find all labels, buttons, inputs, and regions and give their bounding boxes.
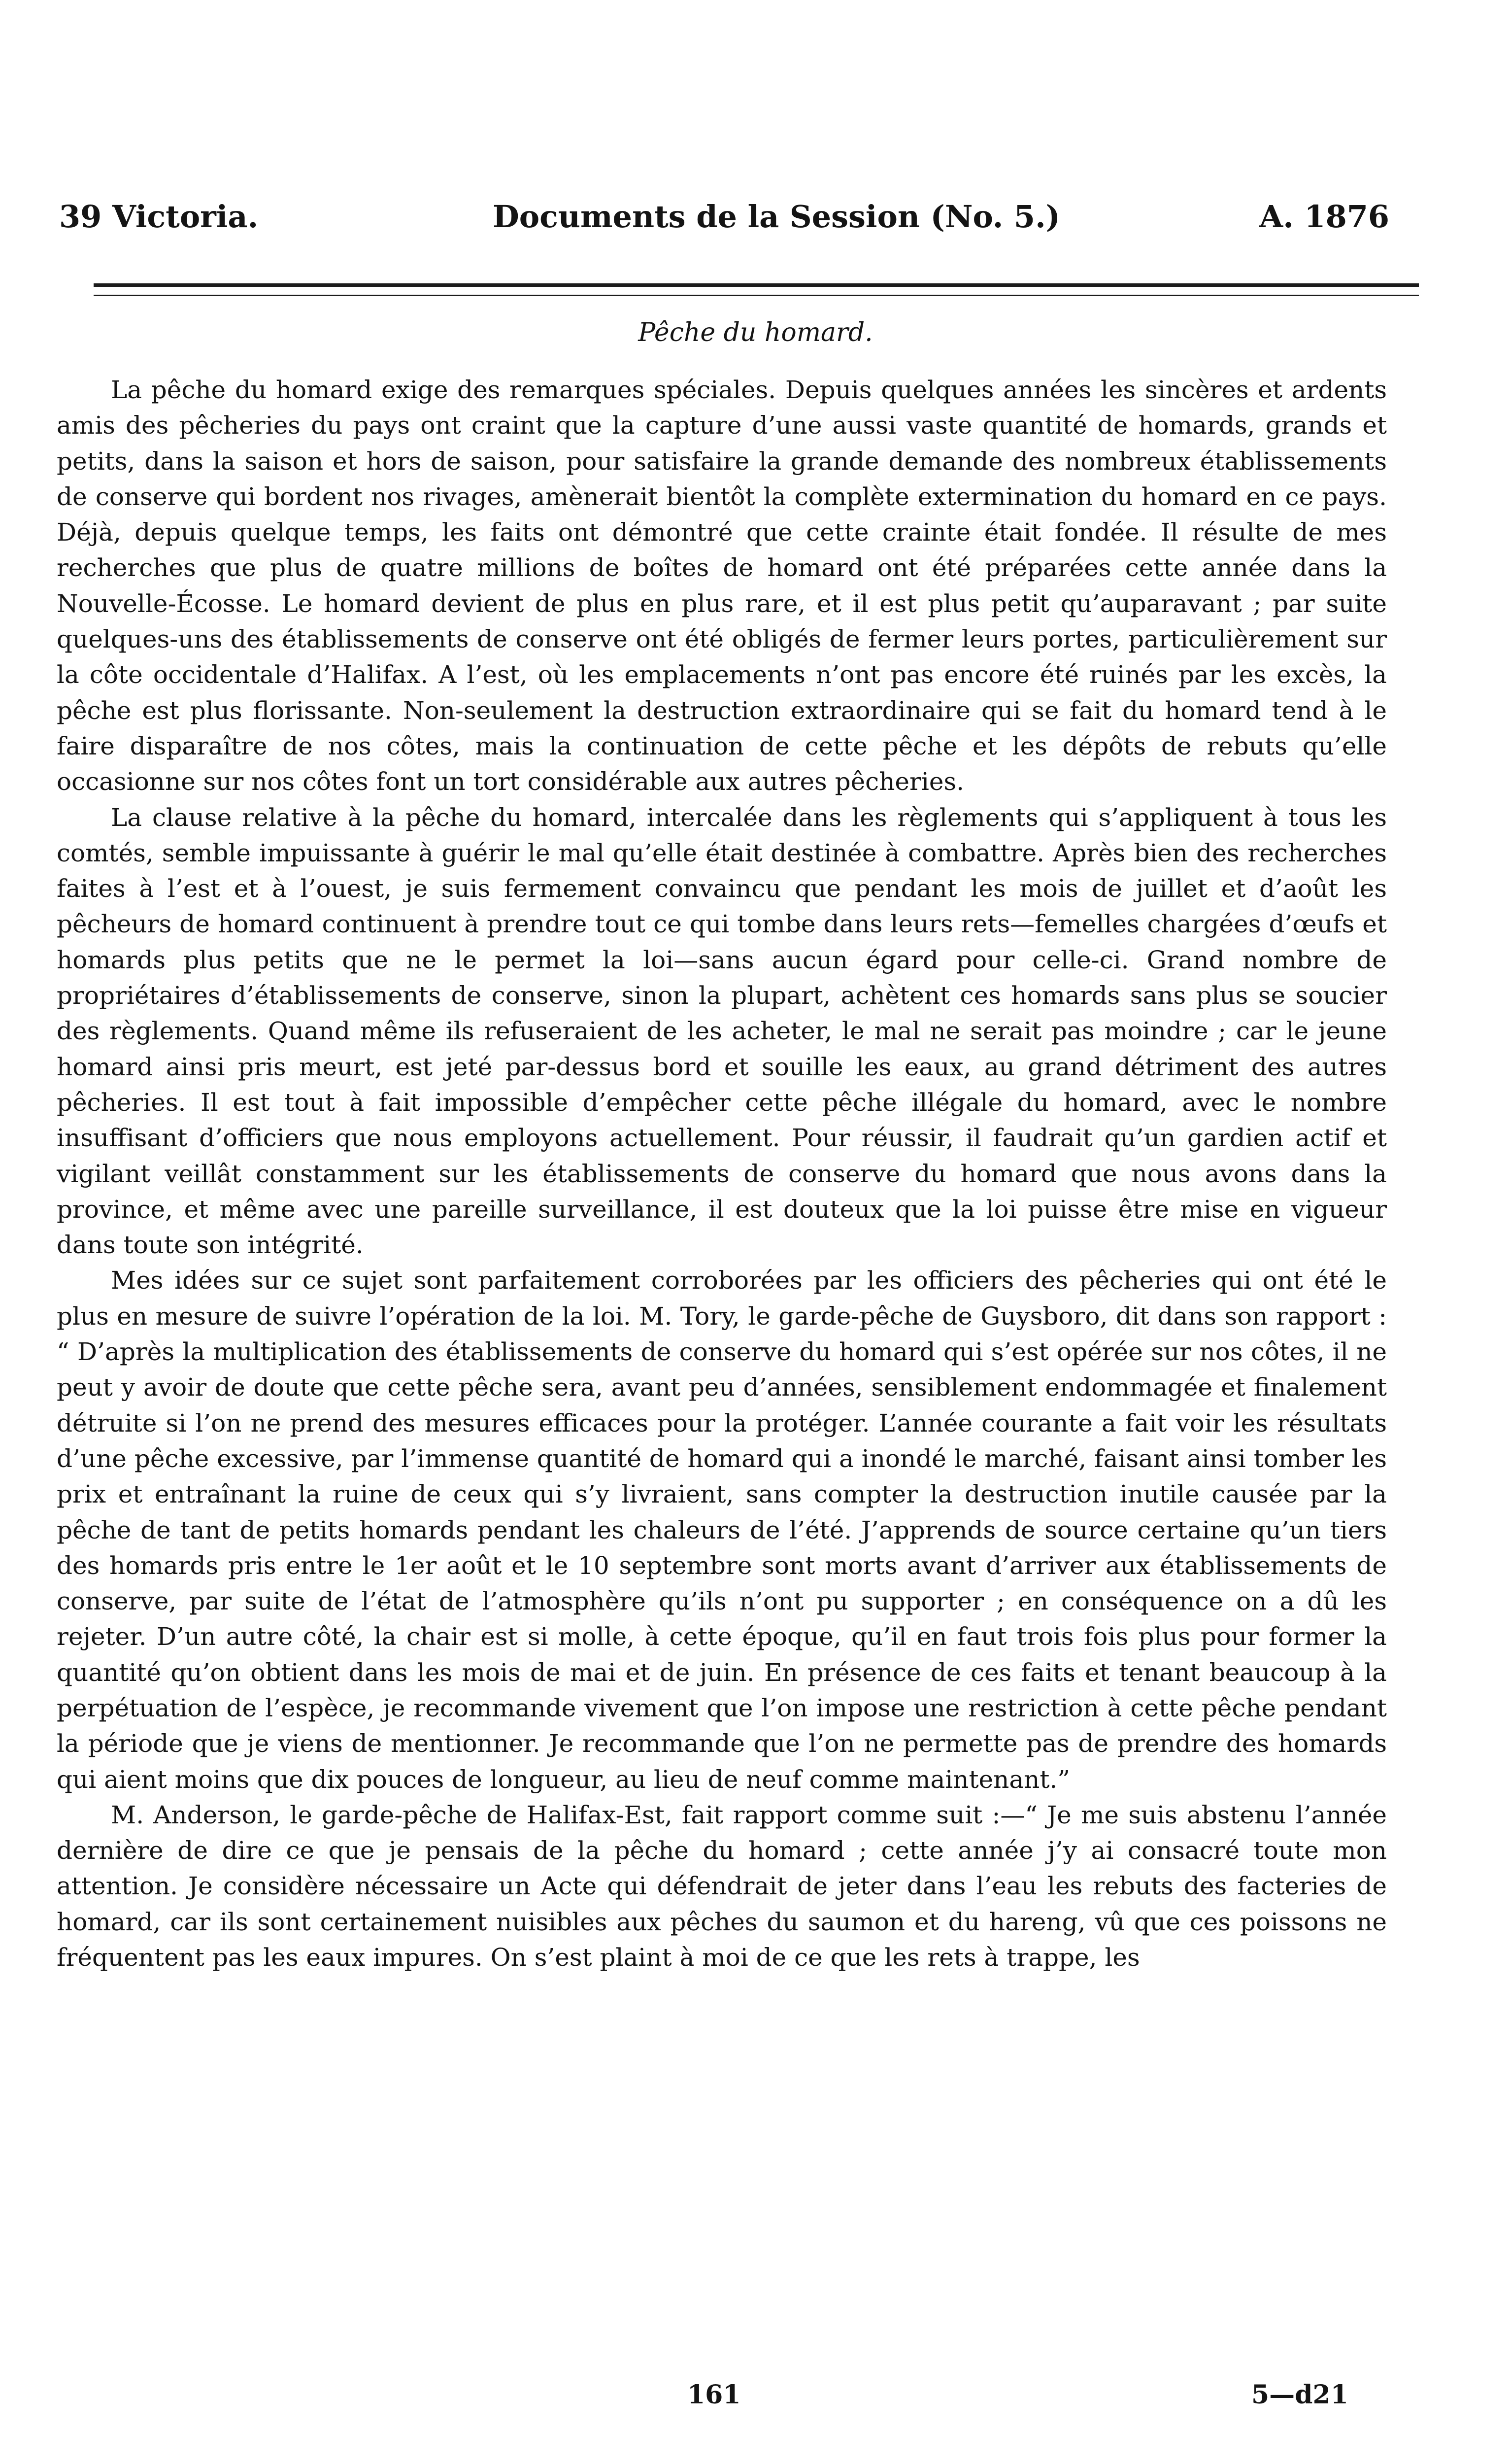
- header-title: Documents de la Session (No. 5.): [493, 199, 1060, 235]
- signature-mark: 5—d21: [1251, 2380, 1348, 2410]
- header-year: A. 1876: [1259, 199, 1389, 235]
- paragraph: Mes idées sur ce sujet sont parfaitement corroborées par les officiers des pêcheries qui ont été le plus en mesure de suivre l’opération de la loi. M. Tory, le garde-pêche de Guysboro, dit dans son rapport : “ D’après la multiplication des établissements de conserve du homard qui s’est opérée sur nos côtes, il ne peut y avoir de doute que cette pêche sera, avant peu d’années, sensiblement endommagée et finalement détruite si l’on ne prend des mesures efficaces pour la protéger. L’année courante a fait voir les résultats d’une pêche excessive, par l’immense quantité de homard qui a inondé le marché, faisant ainsi tomber les prix et entraînant la ruine de ceux qui s’y livraient, sans compter la destruction inutile causée par la pêche de tant de petits homards pendant les chaleurs de l’été. J’apprends de source certaine qu’un tiers des homards pris entre le 1er août et le 10 septembre sont morts avant d’arriver aux établissements de conserve, par suite de l’état de l’atmosphère qu’ils n’ont pu supporter ; en conséquence on a dû les rejeter. D’un autre côté, la chair est si molle, à cette époque, qu’il en faut trois fois plus pour former la quantité qu’on obtient dans les mois de mai et de juin. En présence de ces faits et tenant beaucoup à la perpétuation de l’espèce, je recommande vivement que l’on impose une restriction à cette pêche pendant la période que je viens de mentionner. Je recommande que l’on ne permette pas de prendre des homards qui aient moins que dix pouces de longueur, au lieu de neuf comme maintenant.”: [57, 1266, 1387, 1794]
- header-rule-thick: [94, 283, 1419, 287]
- section-title: Pêche du homard.: [638, 318, 873, 347]
- page-number: 161: [687, 2380, 741, 2410]
- running-header: [59, 195, 1389, 239]
- paragraph: La clause relative à la pêche du homard, intercalée dans les règlements qui s’appliquent à tous les comtés, semble impuissante à guérir le mal qu’elle était destinée à combattre. Après bien des recherches faites à l’est et à l’ouest, je suis fermement convaincu que pendant les mois de juillet et d’août les pêcheurs de homard continuent à prendre tout ce qui tombe dans leurs rets—femelles chargées d’œufs et homards plus petits que ne le permet la loi—sans aucun égard pour celle-ci. Grand nombre de propriétaires d’établissements de conserve, sinon la plupart, achètent ces homards sans plus se soucier des règlements. Quand même ils refuseraient de les acheter, le mal ne serait pas moindre ; car le jeune homard ainsi pris meurt, est jeté par-dessus bord et souille les eaux, au grand détriment des autres pêcheries. Il est tout à fait impossible d’empêcher cette pêche illégale du homard, avec le nombre insuffisant d’officiers que nous employons actuellement. Pour réussir, il faudrait qu’un gardien actif et vigilant veillât constamment sur les établissements de conserve du homard que nous avons dans la province, et même avec une pareille surveillance, il est douteux que la loi puisse être mise en vigueur dans toute son intégrité.: [57, 803, 1387, 1260]
- paragraph: M. Anderson, le garde-pêche de Halifax-Est, fait rapport comme suit :—“ Je me suis abstenu l’année dernière de dire ce que je pensais de la pêche du homard ; cette année j’y ai consacré toute mon attention. Je considère nécessaire un Acte qui défendrait de jeter dans l’eau les rebuts des facteries de homard, car ils sont certainement nuisibles aux pêches du saumon et du hareng, vû que ces poissons ne fréquentent pas les eaux impures. On s’est plaint à moi de ce que les rets à trappe, les: [57, 1800, 1387, 1972]
- header-volume: 39 Victoria.: [59, 199, 259, 235]
- page-footer: [0, 2375, 1511, 2415]
- paragraph: La pêche du homard exige des remarques spéciales. Depuis quelques années les sincères et ardents amis des pêcheries du pays ont craint que la capture d’une aussi vaste quantité de homards, grands et petits, dans la saison et hors de saison, pour satisfaire la grande demande des nombreux établissements de conserve qui bordent nos rivages, amènerait bientôt la complète extermination du homard en ce pays. Déjà, depuis quelque temps, les faits ont démontré que cette crainte était fondée. Il résulte de mes recherches que plus de quatre millions de boîtes de homard ont été préparées cette année dans la Nouvelle-Écosse. Le homard devient de plus en plus rare, et il est plus petit qu’auparavant ; par suite quelques-uns des établissements de conserve ont été obligés de fermer leurs portes, particulièrement sur la côte occidentale d’Halifax. A l’est, où les emplacements n’ont pas encore été ruinés par les excès, la pêche est plus florissante. Non-seulement la destruction extraordinaire qui se fait du homard tend à le faire disparaître de nos côtes, mais la continuation de cette pêche et les dépôts de rebuts qu’elle occasionne sur nos côtes font un tort considérable aux autres pêcheries.: [57, 376, 1387, 796]
- body-text: [57, 372, 1387, 1975]
- header-rule-thin: [94, 295, 1419, 296]
